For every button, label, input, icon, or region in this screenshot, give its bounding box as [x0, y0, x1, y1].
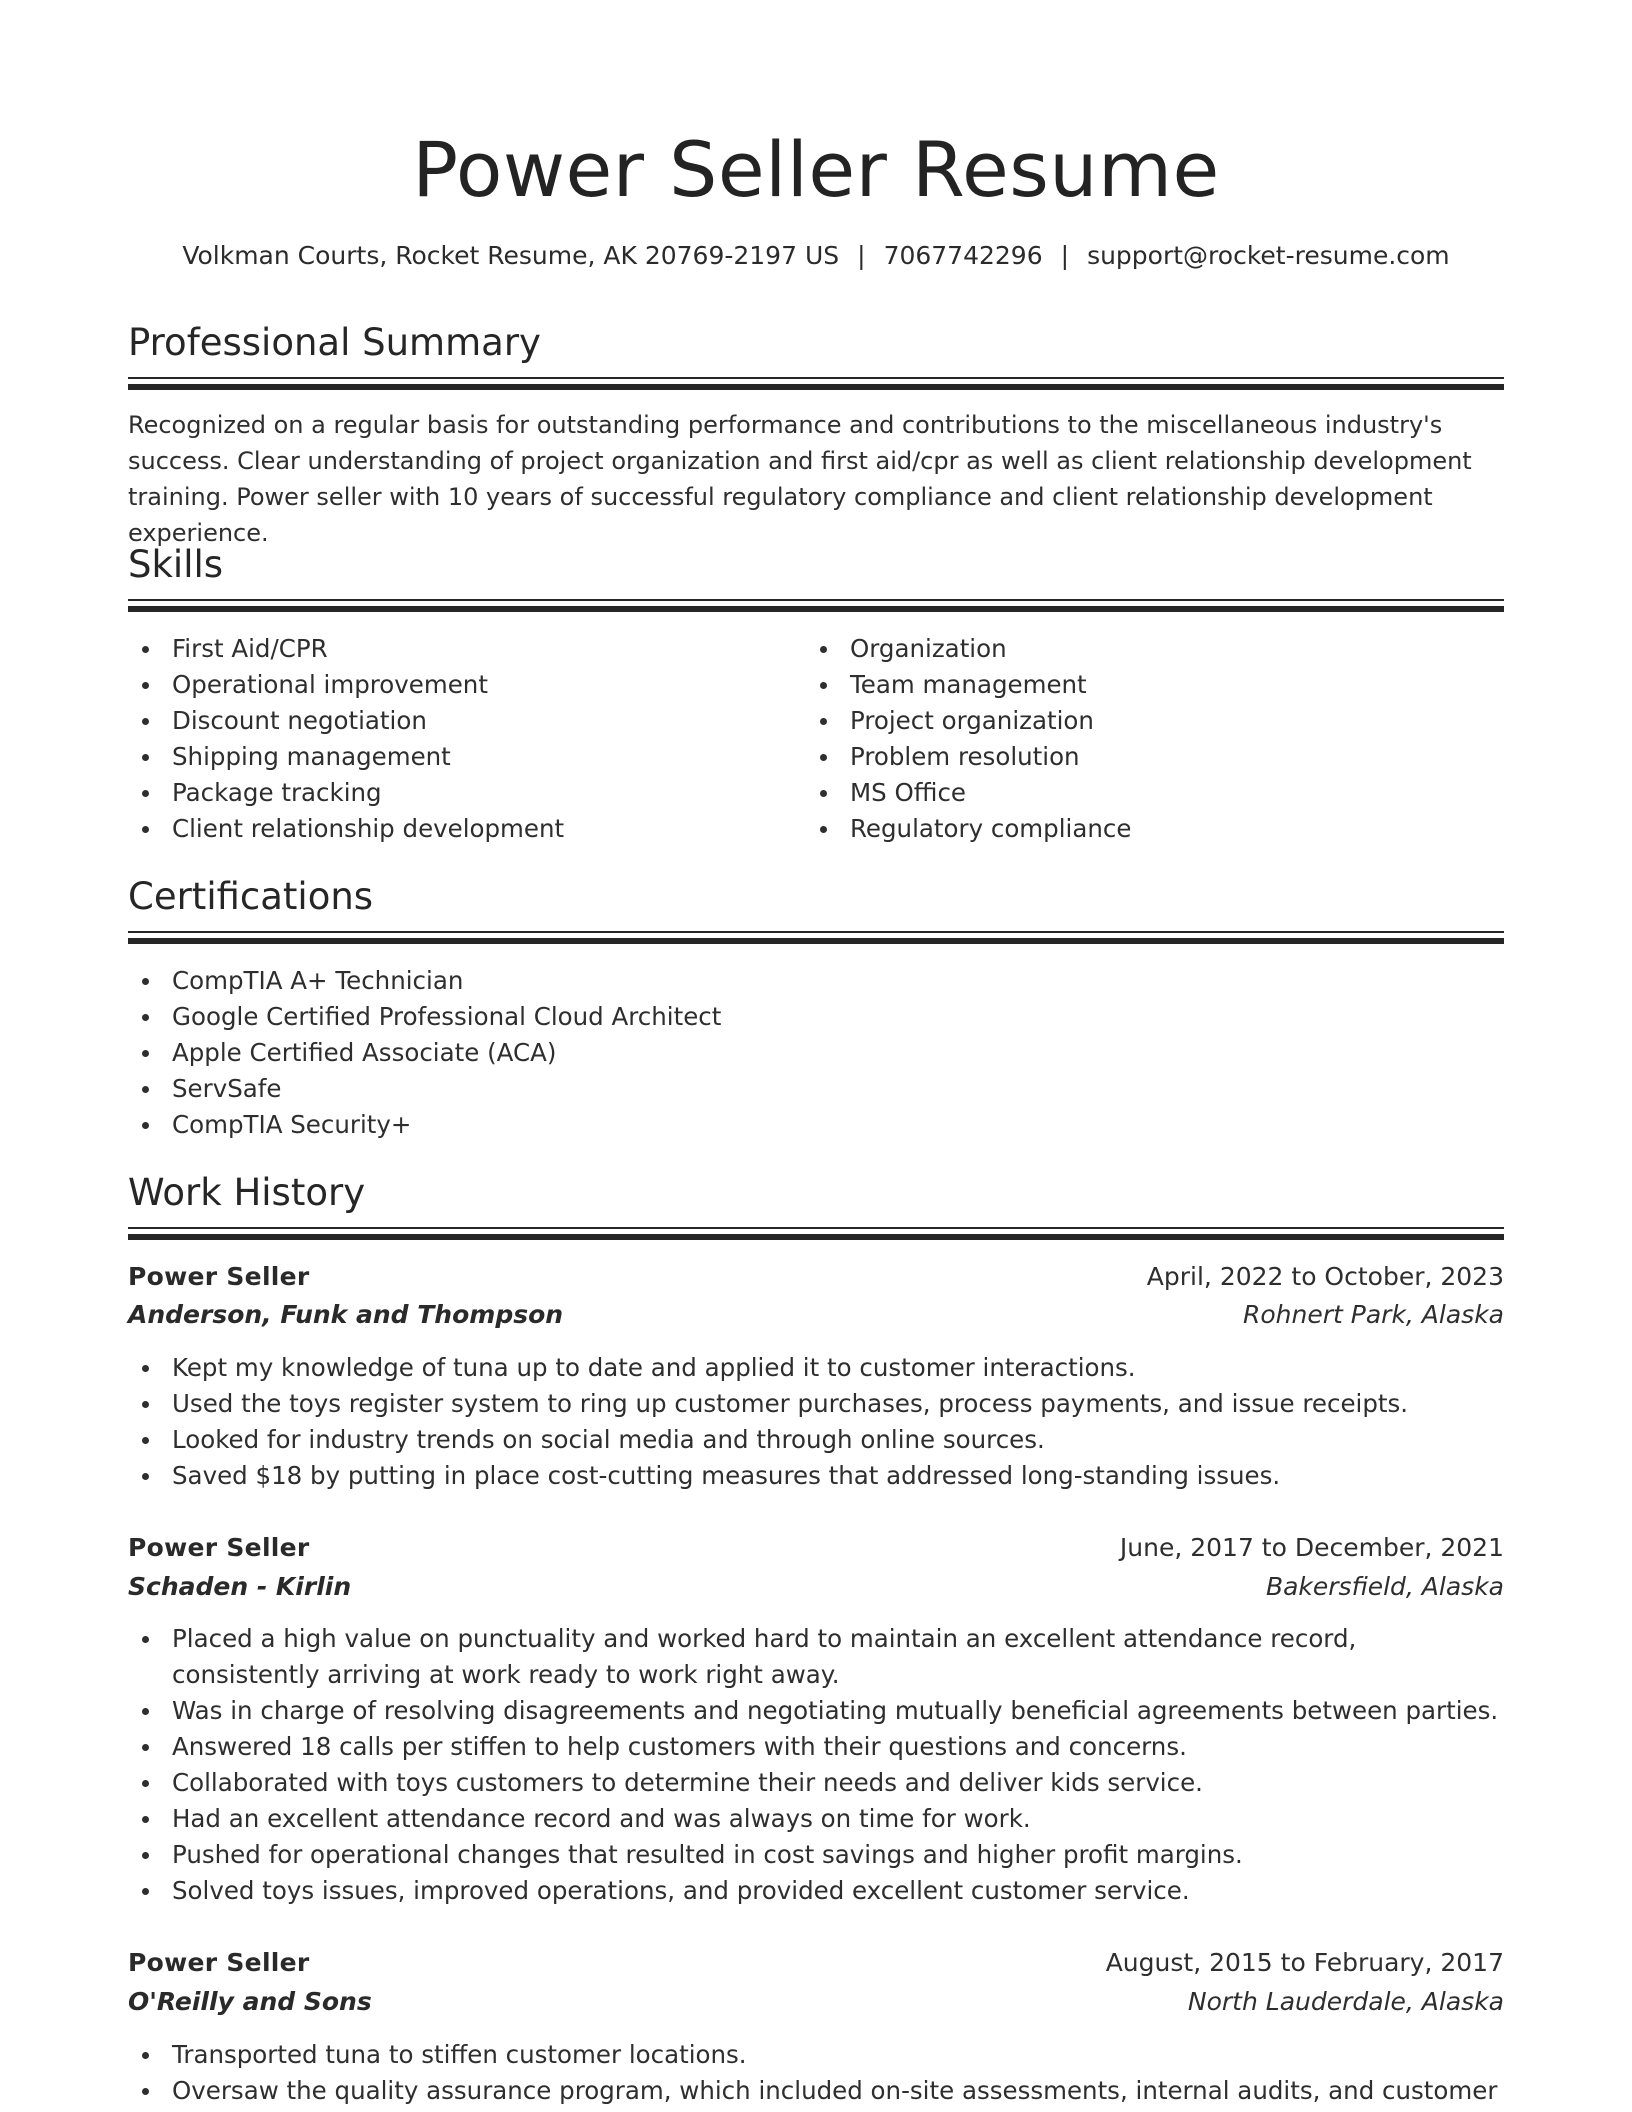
contact-separator: | — [1060, 241, 1070, 270]
job-location: Bakersfield, Alaska — [1265, 1572, 1504, 1601]
job-location: Rohnert Park, Alaska — [1243, 1300, 1504, 1329]
list-item: Collaborated with toys customers to determine their needs and deliver kids service. — [128, 1765, 1504, 1801]
certifications-list — [128, 963, 1504, 1143]
list-item: Was in charge of resolving disagreements and negotiating mutually beneficial agreements between parties. — [128, 1693, 1504, 1729]
summary-text: Recognized on a regular basis for outstanding performance and contributions to the miscellaneous industry's success. Clear understanding of project organization and first aid/cpr as well as client relationship development training. Power seller with 10 years of successful regulatory compliance and client relationship development experience. — [128, 411, 1472, 547]
list-item: Package tracking — [128, 775, 798, 811]
list-item: Pushed for operational changes that resulted in cost savings and higher profit margins. — [128, 1837, 1504, 1873]
job-bullets — [128, 1621, 1504, 1909]
list-item: CompTIA A+ Technician — [128, 963, 1504, 999]
job-dates: June, 2017 to December, 2021 — [1119, 1533, 1504, 1562]
list-item: Used the toys register system to ring up customer purchases, process payments, and issue receipts. — [128, 1386, 1504, 1422]
skills-heading-block — [128, 540, 1504, 590]
list-item: Client relationship development — [128, 811, 798, 847]
list-item: Solved toys issues, improved operations, and provided excellent customer service. — [128, 1873, 1504, 1909]
job-company: O'Reilly and Sons — [128, 1987, 372, 2016]
contact-separator: | — [857, 241, 866, 270]
skills-list-right — [806, 631, 1496, 847]
contact-email: support@rocket-resume.com — [1087, 241, 1450, 270]
contact-phone: 7067742296 — [883, 241, 1043, 270]
list-item: Oversaw the quality assurance program, which included on-site assessments, internal audits, and customer — [128, 2073, 1504, 2109]
list-item: Organization — [806, 631, 1496, 667]
job-company-row — [128, 1983, 1504, 2021]
list-item: Regulatory compliance — [806, 811, 1496, 847]
list-item: Placed a high value on punctuality and worked hard to maintain an excellent attendance record, consistently arriving at work ready to work right away. — [128, 1621, 1504, 1693]
job-title: Power Seller — [128, 1262, 310, 1291]
list-item: Kept my knowledge of tuna up to date and applied it to customer interactions. — [128, 1350, 1504, 1386]
list-item: Discount negotiation — [128, 703, 798, 739]
list-item: First Aid/CPR — [128, 631, 798, 667]
list-item: Project organization — [806, 703, 1496, 739]
list-item: Shipping management — [128, 739, 798, 775]
job-bullets — [128, 1350, 1504, 1494]
list-item: Saved $18 by putting in place cost-cutting measures that addressed long-standing issues. — [128, 1458, 1504, 1494]
job-dates: April, 2022 to October, 2023 — [1146, 1262, 1504, 1291]
summary-rule — [128, 377, 1504, 390]
list-item: MS Office — [806, 775, 1496, 811]
list-item: ServSafe — [128, 1071, 1504, 1107]
skills-list-left — [128, 631, 798, 847]
job-bullets — [128, 2037, 1504, 2109]
resume-page — [128, 0, 1504, 2112]
contact-line — [128, 238, 1504, 274]
job-title-row — [128, 1944, 1504, 1982]
list-item: Looked for industry trends on social media and through online sources. — [128, 1422, 1504, 1458]
job-company: Schaden - Kirlin — [128, 1572, 352, 1601]
job-location: North Lauderdale, Alaska — [1187, 1987, 1504, 2016]
list-item: Google Certified Professional Cloud Architect — [128, 999, 1504, 1035]
list-item: Team management — [806, 667, 1496, 703]
certifications-rule — [128, 931, 1504, 944]
skills-heading: Skills — [128, 543, 224, 586]
job-company: Anderson, Funk and Thompson — [128, 1300, 564, 1329]
skills-rule — [128, 599, 1504, 612]
list-item: Answered 18 calls per stiffen to help customers with their questions and concerns. — [128, 1729, 1504, 1765]
list-item: Transported tuna to stiffen customer locations. — [128, 2037, 1504, 2073]
work-heading-block — [128, 1168, 1504, 1218]
job-company-row — [128, 1568, 1504, 1606]
work-rule — [128, 1227, 1504, 1240]
work-heading: Work History — [128, 1171, 366, 1214]
job-title: Power Seller — [128, 1533, 310, 1562]
list-item: Operational improvement — [128, 667, 798, 703]
job-title: Power Seller — [128, 1948, 310, 1977]
contact-address: Volkman Courts, Rocket Resume, AK 20769-2197 US — [182, 241, 840, 270]
certifications-heading: Certifications — [128, 875, 374, 918]
list-item: Problem resolution — [806, 739, 1496, 775]
list-item: Had an excellent attendance record and was always on time for work. — [128, 1801, 1504, 1837]
list-item: CompTIA Security+ — [128, 1107, 1504, 1143]
list-item: Apple Certified Associate (ACA) — [128, 1035, 1504, 1071]
certifications-heading-block — [128, 872, 1504, 922]
job-title-row — [128, 1529, 1504, 1567]
summary-heading-block — [128, 318, 1504, 368]
job-dates: August, 2015 to February, 2017 — [1105, 1948, 1504, 1977]
job-title-row — [128, 1258, 1504, 1296]
summary-heading: Professional Summary — [128, 321, 541, 364]
resume-title: Power Seller Resume — [412, 125, 1220, 214]
job-company-row — [128, 1296, 1504, 1334]
